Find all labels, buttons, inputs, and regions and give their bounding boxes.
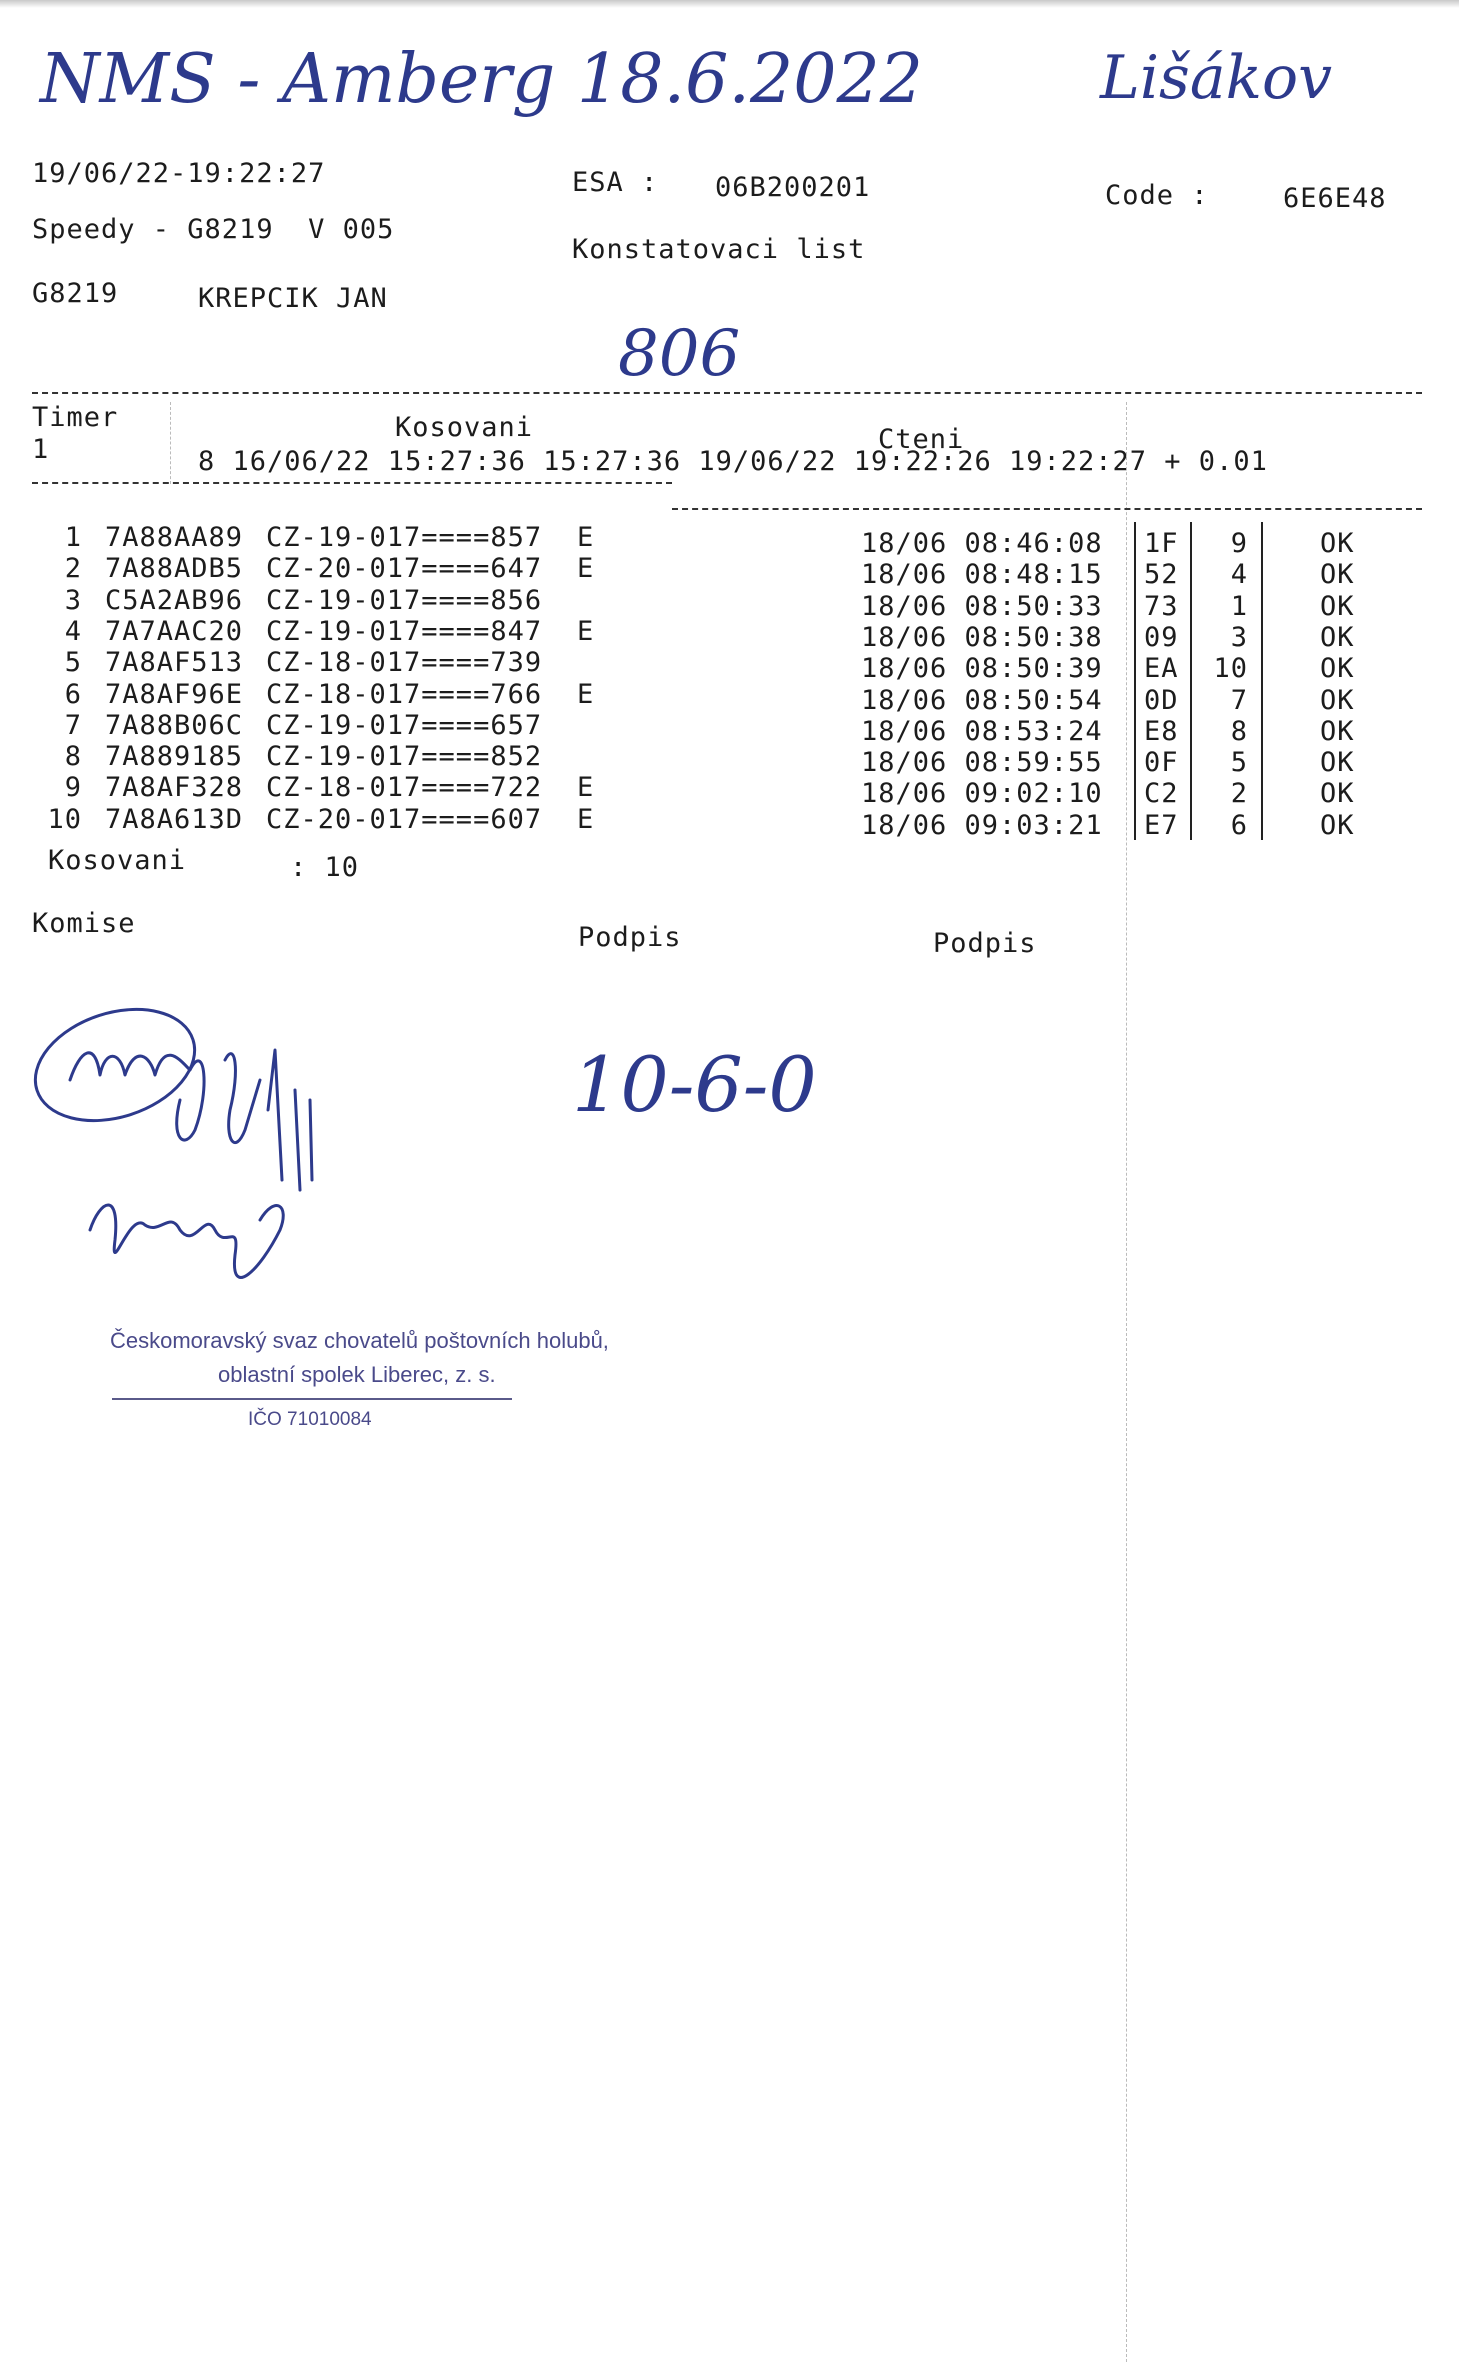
cell-ring-number: CZ-20-017====647 bbox=[266, 553, 543, 585]
esa-value: 06B200201 bbox=[715, 172, 871, 203]
column-line-hex-right bbox=[1190, 522, 1192, 840]
cell-position: 4 bbox=[1230, 559, 1248, 591]
cell-arrival-time: 18/06 08:48:15 bbox=[861, 559, 1103, 591]
handwritten-title: NMS - Amberg 18.6.2022 bbox=[40, 40, 924, 119]
table-row bbox=[0, 678, 1459, 716]
speedy-line: Speedy - G8219 V 005 bbox=[32, 214, 395, 245]
cell-row-number: 9 bbox=[64, 772, 82, 804]
cell-arrival-time: 18/06 08:50:54 bbox=[861, 684, 1103, 716]
timer-line: 8 16/06/22 15:27:36 15:27:36 19/06/22 19:22:26 19:22:27 + 0.01 bbox=[198, 446, 1268, 477]
code-value: 6E6E48 bbox=[1283, 183, 1387, 214]
cell-flag: E bbox=[577, 678, 595, 710]
cell-ring-number: CZ-18-017====739 bbox=[266, 647, 543, 679]
timer-label: Timer bbox=[32, 402, 119, 433]
table-row bbox=[0, 709, 1459, 747]
cell-hex-code: 09 bbox=[1144, 621, 1179, 653]
cell-ring-number: CZ-18-017====766 bbox=[266, 678, 543, 710]
cell-hex-code: 0F bbox=[1144, 747, 1179, 779]
cell-status: OK bbox=[1320, 559, 1355, 591]
cell-chip-id: 7A8A613D bbox=[105, 803, 244, 835]
handwritten-result: 10-6-0 bbox=[572, 1040, 817, 1129]
kosovani-heading: Kosovani bbox=[395, 412, 534, 443]
cell-position: 1 bbox=[1230, 590, 1248, 622]
cell-hex-code: 0D bbox=[1144, 684, 1179, 716]
cell-chip-id: C5A2AB96 bbox=[105, 584, 244, 616]
cell-chip-id: 7A88AA89 bbox=[105, 522, 244, 553]
cell-ring-number: CZ-19-017====657 bbox=[266, 709, 543, 741]
cell-status: OK bbox=[1320, 778, 1355, 810]
column-guide-left bbox=[170, 402, 171, 484]
separator-timer bbox=[32, 482, 672, 484]
cell-position: 10 bbox=[1213, 653, 1248, 685]
cell-position: 9 bbox=[1230, 528, 1248, 559]
stamp-rule bbox=[112, 1398, 512, 1400]
table-row bbox=[0, 584, 1459, 622]
separator-top bbox=[32, 392, 1422, 394]
cell-status: OK bbox=[1320, 684, 1355, 716]
cell-flag: E bbox=[577, 522, 595, 553]
komise-label: Komise bbox=[32, 908, 136, 939]
cell-position: 6 bbox=[1230, 809, 1248, 841]
timer-id: 1 bbox=[32, 434, 50, 465]
cell-ring-number: CZ-19-017====857 bbox=[266, 522, 543, 553]
cell-status: OK bbox=[1320, 715, 1355, 747]
separator-rows bbox=[672, 508, 1422, 510]
cteni-heading: Cteni bbox=[878, 424, 965, 455]
table-row bbox=[0, 553, 1459, 591]
cell-row-number: 8 bbox=[64, 741, 82, 773]
cell-hex-code: 1F bbox=[1144, 528, 1179, 559]
cell-row-number: 4 bbox=[64, 615, 82, 647]
cell-status: OK bbox=[1320, 590, 1355, 622]
handwritten-signature-name: Lišákov bbox=[1100, 43, 1332, 113]
scan-top-edge bbox=[0, 0, 1459, 8]
cell-hex-code: E8 bbox=[1144, 715, 1179, 747]
cell-row-number: 7 bbox=[64, 709, 82, 741]
podpis-label-1: Podpis bbox=[578, 922, 682, 953]
cell-position: 8 bbox=[1230, 715, 1248, 747]
cell-status: OK bbox=[1320, 653, 1355, 685]
cell-position: 2 bbox=[1230, 778, 1248, 810]
cell-arrival-time: 18/06 08:50:33 bbox=[861, 590, 1103, 622]
cell-row-number: 1 bbox=[64, 522, 82, 553]
cell-flag: E bbox=[577, 615, 595, 647]
cell-chip-id: 7A8AF328 bbox=[105, 772, 244, 804]
column-line-hex-left bbox=[1134, 522, 1136, 840]
handwritten-number: 806 bbox=[618, 317, 741, 391]
owner-name: KREPCIK JAN bbox=[198, 283, 388, 314]
cell-row-number: 2 bbox=[64, 553, 82, 585]
owner-id: G8219 bbox=[32, 278, 119, 309]
cell-status: OK bbox=[1320, 747, 1355, 779]
cell-arrival-time: 18/06 08:59:55 bbox=[861, 747, 1103, 779]
cell-arrival-time: 18/06 09:02:10 bbox=[861, 778, 1103, 810]
cell-status: OK bbox=[1320, 528, 1355, 559]
cell-ring-number: CZ-19-017====847 bbox=[266, 615, 543, 647]
cell-hex-code: EA bbox=[1144, 653, 1179, 685]
table-row bbox=[0, 772, 1459, 810]
cell-flag: E bbox=[577, 772, 595, 804]
cell-chip-id: 7A889185 bbox=[105, 741, 244, 773]
cell-chip-id: 7A88B06C bbox=[105, 709, 244, 741]
commission-signatures bbox=[20, 980, 400, 1320]
cell-flag: E bbox=[577, 553, 595, 585]
cell-chip-id: 7A7AAC20 bbox=[105, 615, 244, 647]
cell-ring-number: CZ-19-017====852 bbox=[266, 741, 543, 773]
stamp-line-3: IČO 71010084 bbox=[248, 1409, 372, 1430]
cell-row-number: 5 bbox=[64, 647, 82, 679]
print-datetime: 19/06/22-19:22:27 bbox=[32, 158, 326, 189]
table-row bbox=[0, 615, 1459, 653]
cell-position: 7 bbox=[1230, 684, 1248, 716]
code-label: Code : bbox=[1105, 180, 1209, 211]
cell-status: OK bbox=[1320, 621, 1355, 653]
cell-row-number: 3 bbox=[64, 584, 82, 616]
cell-arrival-time: 18/06 09:03:21 bbox=[861, 809, 1103, 841]
stamp-line-2: oblastní spolek Liberec, z. s. bbox=[218, 1362, 496, 1387]
table-row bbox=[0, 803, 1459, 841]
podpis-label-2: Podpis bbox=[933, 928, 1037, 959]
document-title: Konstatovaci list bbox=[572, 234, 866, 265]
cell-chip-id: 7A8AF513 bbox=[105, 647, 244, 679]
cell-arrival-time: 18/06 08:50:39 bbox=[861, 653, 1103, 685]
cell-chip-id: 7A8AF96E bbox=[105, 678, 244, 710]
cell-row-number: 6 bbox=[64, 678, 82, 710]
esa-label: ESA : bbox=[572, 167, 659, 198]
table-row bbox=[0, 522, 1459, 559]
cell-arrival-time: 18/06 08:46:08 bbox=[861, 528, 1103, 559]
column-line-pos-right bbox=[1261, 522, 1263, 840]
table-row bbox=[0, 647, 1459, 685]
cell-status: OK bbox=[1320, 809, 1355, 841]
summary-kosovani-value: : 10 bbox=[290, 852, 360, 883]
cell-position: 3 bbox=[1230, 621, 1248, 653]
stamp-line-1: Českomoravský svaz chovatelů poštovních holubů, bbox=[110, 1328, 609, 1353]
cell-flag: E bbox=[577, 803, 595, 835]
cell-hex-code: 52 bbox=[1144, 559, 1179, 591]
cell-chip-id: 7A88ADB5 bbox=[105, 553, 244, 585]
cell-arrival-time: 18/06 08:50:38 bbox=[861, 621, 1103, 653]
cell-ring-number: CZ-20-017====607 bbox=[266, 803, 543, 835]
cell-hex-code: C2 bbox=[1144, 778, 1179, 810]
cell-hex-code: 73 bbox=[1144, 590, 1179, 622]
cell-arrival-time: 18/06 08:53:24 bbox=[861, 715, 1103, 747]
cell-ring-number: CZ-18-017====722 bbox=[266, 772, 543, 804]
cell-hex-code: E7 bbox=[1144, 809, 1179, 841]
cell-ring-number: CZ-19-017====856 bbox=[266, 584, 543, 616]
table-row bbox=[0, 741, 1459, 779]
cell-position: 5 bbox=[1230, 747, 1248, 779]
summary-kosovani-label: Kosovani bbox=[48, 845, 187, 876]
cell-row-number: 10 bbox=[47, 803, 82, 835]
